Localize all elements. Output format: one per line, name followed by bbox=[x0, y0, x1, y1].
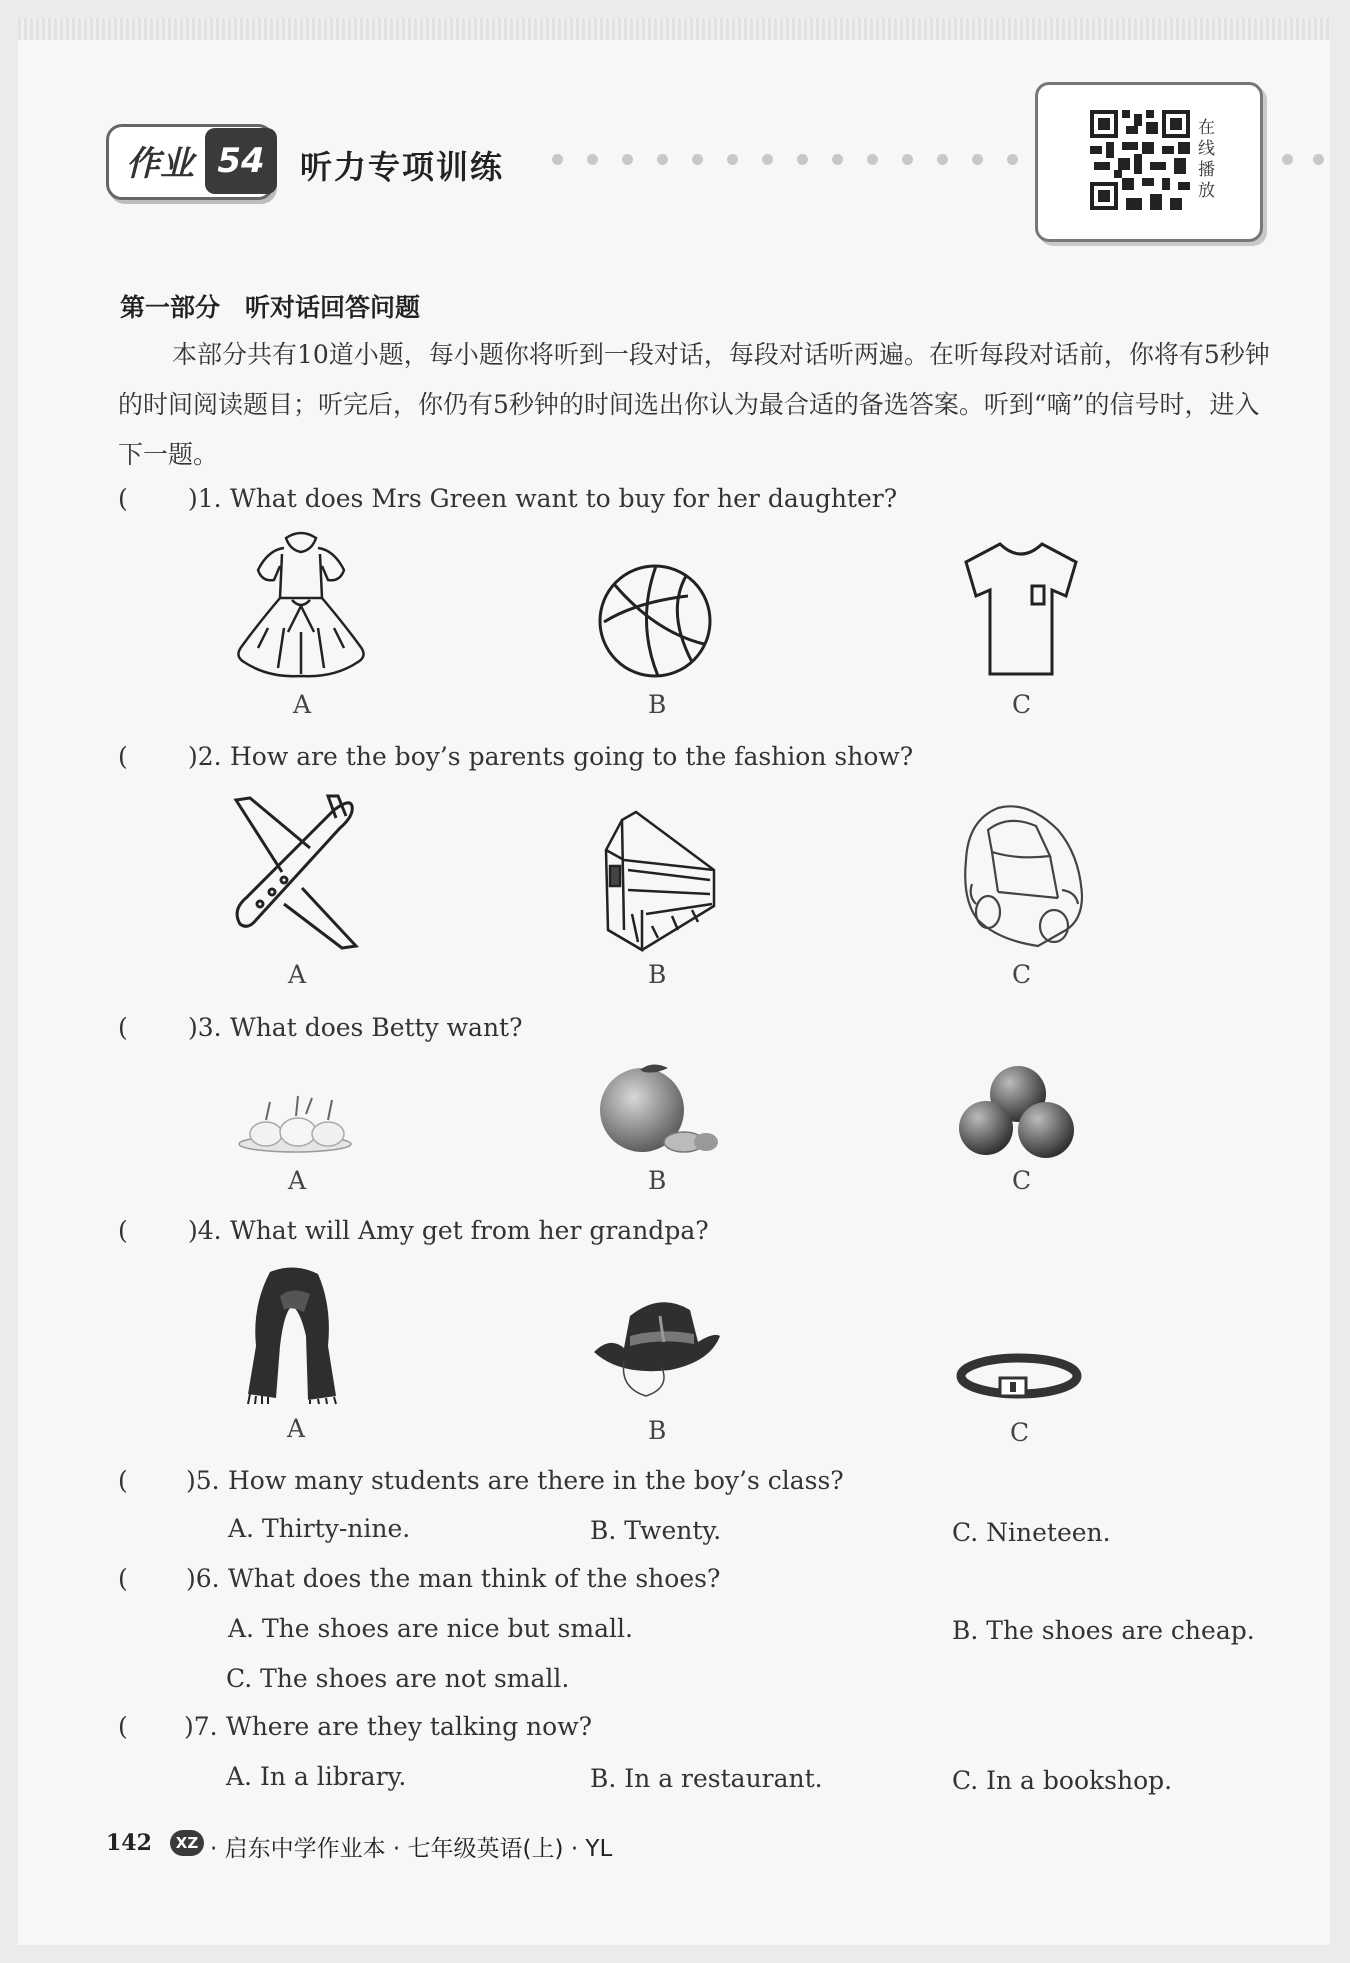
answer-blank[interactable]: ( bbox=[118, 742, 128, 771]
ball-icon[interactable] bbox=[596, 562, 714, 680]
option-label: A bbox=[288, 1166, 307, 1195]
answer-blank[interactable]: ( bbox=[118, 1013, 128, 1042]
option-c[interactable]: C. In a bookshop. bbox=[952, 1766, 1173, 1795]
tshirt-icon[interactable] bbox=[962, 540, 1080, 680]
answer-blank[interactable]: ( bbox=[118, 1564, 128, 1593]
question-number: )7. bbox=[184, 1712, 218, 1741]
question-number: )3. bbox=[188, 1013, 222, 1042]
belt-icon[interactable] bbox=[956, 1346, 1082, 1406]
qr-code-label: 在线播放 bbox=[1198, 118, 1215, 201]
assignment-number-badge: 54 bbox=[205, 128, 277, 194]
option-c[interactable]: C. The shoes are not small. bbox=[226, 1664, 570, 1693]
option-label: A bbox=[293, 690, 312, 719]
footer-book-title: · 启东中学作业本 · 七年级英语(上) · YL bbox=[210, 1836, 613, 1862]
scarf-icon[interactable] bbox=[240, 1266, 346, 1404]
pears-icon[interactable] bbox=[236, 1090, 354, 1156]
section-title: 第一部分 听对话回答问题 bbox=[120, 293, 421, 322]
question-number: )4. bbox=[188, 1216, 222, 1245]
option-label: C bbox=[1012, 1166, 1032, 1195]
apples-icon[interactable] bbox=[958, 1064, 1078, 1160]
question-text: Where are they talking now? bbox=[226, 1712, 592, 1741]
question-text: What does Mrs Green want to buy for her daughter? bbox=[230, 484, 898, 513]
answer-blank[interactable]: ( bbox=[118, 1712, 128, 1741]
top-border bbox=[18, 18, 1330, 40]
assignment-tag-prefix: 作业 bbox=[126, 144, 194, 184]
option-label: B bbox=[648, 1166, 667, 1195]
question-number: )2. bbox=[188, 742, 222, 771]
plane-icon[interactable] bbox=[226, 792, 362, 952]
option-c[interactable]: C. Nineteen. bbox=[952, 1518, 1111, 1547]
option-label: B bbox=[648, 1416, 667, 1445]
question-text: How are the boy’s parents going to the fashion show? bbox=[230, 742, 914, 771]
option-label: A bbox=[287, 1414, 306, 1443]
option-label: C bbox=[1012, 960, 1032, 989]
decorative-dots-right bbox=[1282, 154, 1324, 165]
question-number: )5. bbox=[186, 1466, 220, 1495]
option-a[interactable]: A. The shoes are nice but small. bbox=[228, 1614, 633, 1643]
hat-icon[interactable] bbox=[590, 1292, 724, 1402]
question-number: )6. bbox=[186, 1564, 220, 1593]
option-label: C bbox=[1012, 690, 1032, 719]
page-title: 听力专项训练 bbox=[300, 148, 505, 186]
train-icon[interactable] bbox=[602, 810, 718, 954]
section-instructions: 本部分共有10道小题，每小题你将听到一段对话，每段对话听两遍。在听每段对话前，你将有5秒钟的时间阅读题目；听完后，你仍有5秒钟的时间选出你认为最合适的备选答案。听到“嘀”的信号时，进入下一题。 bbox=[118, 340, 1270, 469]
answer-blank[interactable]: ( bbox=[118, 1466, 128, 1495]
decorative-dots bbox=[552, 154, 1018, 165]
answer-blank[interactable]: ( bbox=[118, 1216, 128, 1245]
question-text: What will Amy get from her grandpa? bbox=[230, 1216, 709, 1245]
dress-icon[interactable] bbox=[228, 528, 374, 680]
option-b[interactable]: B. In a restaurant. bbox=[590, 1764, 823, 1793]
orange-icon[interactable] bbox=[592, 1062, 720, 1158]
question-text: What does Betty want? bbox=[230, 1013, 523, 1042]
page-number: 142 bbox=[106, 1830, 152, 1856]
question-text: What does the man think of the shoes? bbox=[228, 1564, 721, 1593]
option-label: C bbox=[1010, 1418, 1030, 1447]
option-a[interactable]: A. Thirty-nine. bbox=[228, 1514, 411, 1543]
option-label: A bbox=[288, 960, 307, 989]
publisher-badge: XZ bbox=[170, 1830, 204, 1856]
option-b[interactable]: B. Twenty. bbox=[590, 1516, 722, 1545]
question-text: How many students are there in the boy’s class? bbox=[228, 1466, 844, 1495]
option-b[interactable]: B. The shoes are cheap. bbox=[952, 1616, 1255, 1645]
option-a[interactable]: A. In a library. bbox=[226, 1762, 407, 1791]
option-label: B bbox=[648, 690, 667, 719]
qr-code-icon[interactable] bbox=[1090, 110, 1190, 210]
car-icon[interactable] bbox=[958, 800, 1086, 950]
answer-blank[interactable]: ( bbox=[118, 484, 128, 513]
option-label: B bbox=[648, 960, 667, 989]
question-number: )1. bbox=[188, 484, 222, 513]
